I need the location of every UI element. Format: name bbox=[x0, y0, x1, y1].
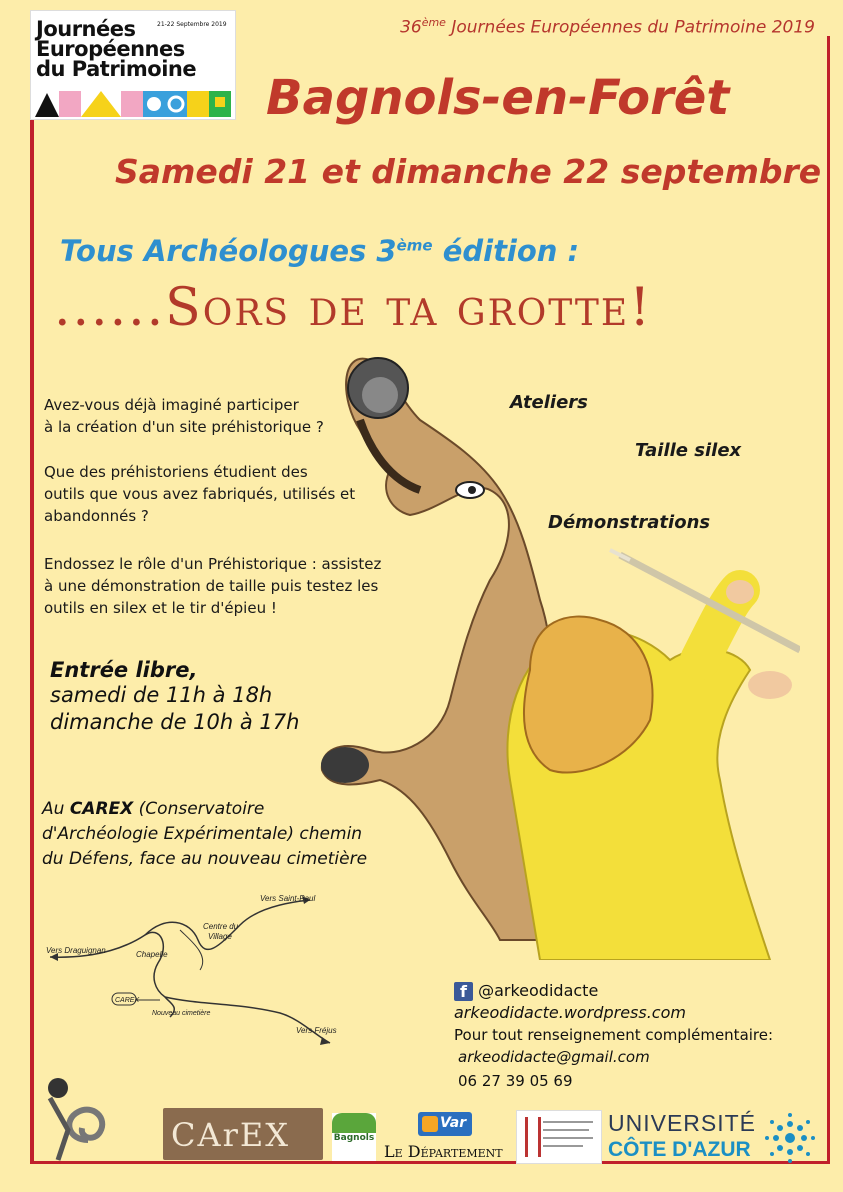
location-line-3: du Défens, face au nouveau cimetière bbox=[42, 849, 368, 869]
map-label-frejus: Vers Fréjus bbox=[296, 1026, 337, 1035]
jep-logo-line3: du Patrimoine bbox=[36, 57, 197, 81]
info-text: Pour tout renseignement complémentaire: bbox=[454, 1026, 774, 1044]
location-carex: CAREX bbox=[69, 799, 134, 819]
keyword-taille-silex: Taille silex bbox=[635, 440, 742, 461]
cote-azur-text: CÔTE D'AZUR bbox=[608, 1138, 751, 1161]
contact-info bbox=[454, 980, 773, 1092]
edition-heading bbox=[60, 234, 579, 268]
universite-cote-azur-logo bbox=[608, 1110, 838, 1166]
location-info bbox=[42, 797, 367, 872]
paragraph-2-line-3: abandonnés ? bbox=[44, 507, 149, 525]
map-label-chapelle: Chapelle bbox=[136, 950, 168, 959]
map-label-saint-paul: Vers Saint-Paul bbox=[260, 894, 316, 903]
facebook-icon: f bbox=[454, 982, 473, 1001]
departement-logo bbox=[384, 1112, 510, 1164]
carex-logo-text: CArEX bbox=[171, 1116, 291, 1154]
event-edition-line bbox=[400, 16, 815, 38]
research-lab-logo bbox=[516, 1110, 602, 1164]
paragraph-2-line-2: outils que vous avez fabriqués, utilisés et bbox=[44, 485, 356, 503]
horse-and-thrower-illustration bbox=[300, 340, 800, 960]
entry-heading: Entrée libre, bbox=[50, 658, 198, 682]
paragraph-3-line-2: à une démonstration de taille puis testez les bbox=[44, 577, 379, 595]
paragraph-3 bbox=[44, 553, 381, 619]
edition-rest: Journées Européennes du Patrimoine 2019 bbox=[445, 17, 815, 38]
map-label-carex: CAREX bbox=[115, 997, 140, 1004]
map-label-centre-2: Village bbox=[208, 932, 232, 941]
entry-sunday: dimanche de 10h à 17h bbox=[50, 710, 300, 734]
paragraph-1 bbox=[44, 394, 324, 438]
keyword-ateliers: Ateliers bbox=[510, 392, 588, 413]
map-label-centre-1: Centre du bbox=[203, 922, 239, 931]
paragraph-3-line-1: Endossez le rôle d'un Préhistorique : assistez bbox=[44, 555, 382, 573]
edition-post: édition : bbox=[432, 234, 580, 268]
phone-number: 06 27 39 05 69 bbox=[458, 1072, 573, 1090]
email-link[interactable]: arkeodidacte@gmail.com bbox=[458, 1048, 650, 1066]
entry-saturday: samedi de 11h à 18h bbox=[50, 683, 273, 707]
town-title: Bagnols-en-Forêt bbox=[266, 70, 730, 126]
universite-text: UNIVERSITÉ bbox=[608, 1110, 757, 1136]
var-logo-text: Var bbox=[440, 1115, 467, 1131]
event-date: Samedi 21 et dimanche 22 septembre bbox=[115, 152, 822, 191]
location-prefix: Au bbox=[42, 799, 70, 819]
jep-logo-line1: Journées bbox=[36, 17, 136, 41]
edition-sup: ème bbox=[421, 16, 446, 29]
map-label-draguignan: Vers Draguignan bbox=[46, 946, 106, 955]
paragraph-2 bbox=[44, 461, 355, 527]
facebook-row bbox=[454, 980, 773, 1002]
location-line-2: d'Archéologie Expérimentale) chemin bbox=[42, 824, 363, 844]
paragraph-1-line-1: Avez-vous déjà imaginé participer bbox=[44, 396, 299, 414]
map-label-cimetiere: Nouveau cimetière bbox=[152, 1010, 211, 1017]
jep-logo-line2: Européennes bbox=[36, 37, 185, 61]
spiral-mascot-logo bbox=[28, 1060, 158, 1170]
paragraph-3-line-3: outils en silex et le tir d'épieu ! bbox=[44, 599, 277, 617]
entry-info bbox=[50, 658, 299, 736]
carex-logo bbox=[163, 1108, 323, 1160]
bagnols-logo bbox=[332, 1113, 376, 1161]
keyword-demonstrations: Démonstrations bbox=[548, 512, 711, 533]
paragraph-2-line-1: Que des préhistoriens étudient des bbox=[44, 463, 308, 481]
jep-logo bbox=[30, 10, 236, 120]
universite-dots-icon bbox=[764, 1112, 816, 1164]
bagnols-logo-text: Bagnols bbox=[333, 1133, 375, 1143]
paragraph-1-line-2: à la création d'un site préhistorique ? bbox=[44, 418, 324, 436]
edition-heading-sup: ème bbox=[396, 236, 433, 255]
location-line-1 bbox=[42, 797, 367, 822]
tagline: ......Sors de ta grotte! bbox=[54, 278, 653, 338]
departement-text: Le Département bbox=[384, 1142, 503, 1161]
facebook-handle[interactable]: @arkeodidacte bbox=[478, 981, 599, 1000]
jep-logo-pattern bbox=[35, 89, 231, 117]
access-map bbox=[40, 885, 370, 1045]
jep-logo-date: 21-22 Septembre 2019 bbox=[157, 21, 227, 28]
edition-pre: Tous Archéologues 3 bbox=[60, 234, 397, 268]
edition-number: 36 bbox=[400, 17, 422, 38]
location-line-1-rest: (Conservatoire bbox=[133, 799, 265, 819]
website-link[interactable]: arkeodidacte.wordpress.com bbox=[454, 1003, 686, 1022]
